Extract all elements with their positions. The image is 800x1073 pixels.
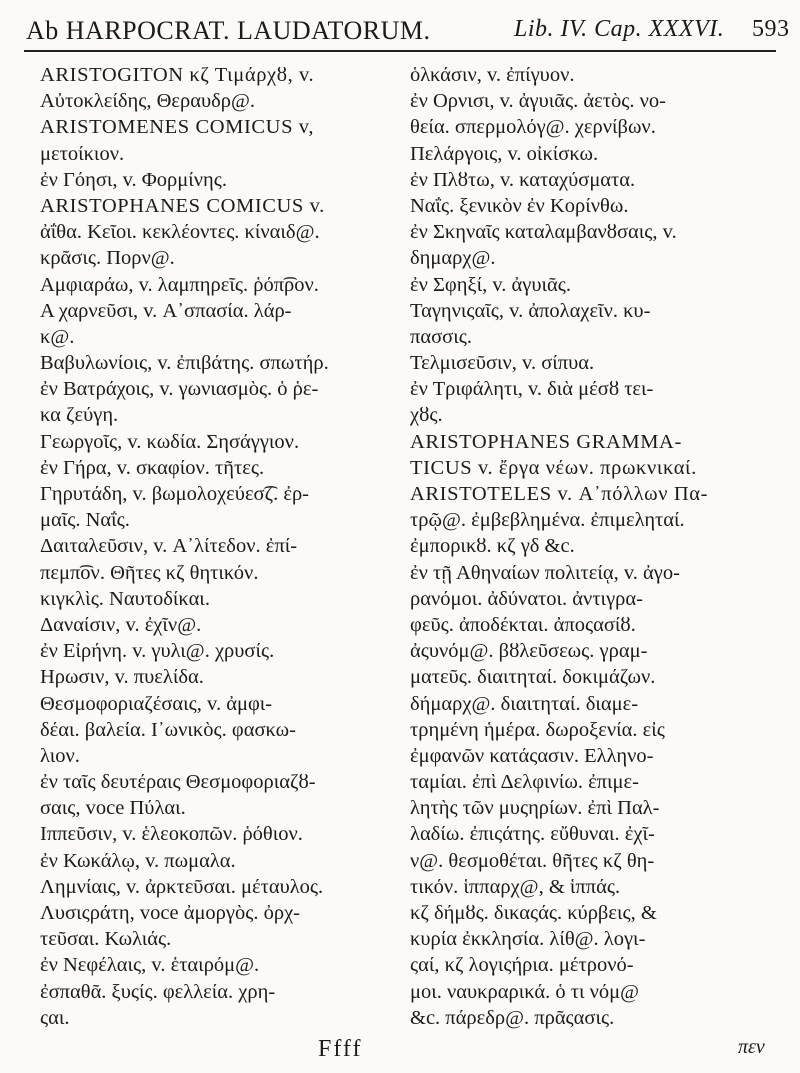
right-column-line: ταμίαι. ἐπὶ Δελφινίω. ἐπιμε-: [410, 771, 639, 794]
right-column-line: κυρία ἐκκλησία. λίθ@. λογι-: [410, 928, 646, 951]
left-column-line: τεῦσαι. Κωλιάς.: [40, 928, 172, 951]
right-column-line: ἀςυνόμ@. βȣλεῦσεως. γραμ-: [410, 640, 648, 663]
left-column-line: ἐν Κωκάλῳ, v. πωμαλα.: [40, 849, 236, 872]
left-column: [40, 62, 386, 1031]
left-column-line: κιγκλὶς. Ναυτοδίκαι.: [40, 587, 210, 610]
right-column-line: τρημένη ἡμέρα. δωροξενία. εἰς: [410, 718, 665, 741]
left-column-line: Γηρυτάδη, v. βωμολοχεύεσ͡ζ. ἐρ-: [40, 483, 310, 505]
right-column-line: ἐν τῇ Αθηναίων πολιτείᾳ, v. ἀγο-: [410, 561, 680, 584]
left-column-line: ἐν Γήρα, v. σκαφίον. τῆτες.: [40, 456, 265, 479]
left-column-line: Ιππεῦσιν, v. ἑλεοκοπῶν. ῥόθιον.: [40, 823, 303, 846]
left-column-line: πεμπ͡ον. Θῆτες κζ θητικόν.: [40, 561, 259, 584]
right-column-line: Τελμισεῦσιν, v. σίπυα.: [410, 352, 595, 375]
right-column-line: ςαί, κζ λογιςήρια. μέτρονό-: [410, 954, 634, 977]
right-column-line: ἐν Ορνισι, v. ἀγυιᾶς. ἀετὸς. νο-: [410, 90, 666, 113]
right-column-line: ἐν Σκηναῖς καταλαμβανȣσαις, v.: [410, 221, 677, 244]
left-column-line: ἐν ταῖς δευτέραις Θεσμοφοριαζȣ-: [40, 771, 316, 794]
left-column-line: ἐν Γόησι, v. Φορμίνης.: [40, 168, 228, 191]
left-column-line: Δαιταλεῦσιν, v. Α᾽λίτεδον. ἐπί-: [40, 535, 298, 558]
right-column-line: χȣς.: [410, 404, 443, 427]
left-column-line: κα ζεύγη.: [40, 404, 119, 427]
running-head-book-chapter: Lib. IV. Cap. XXXVI.: [514, 16, 725, 42]
catchword: πεν: [738, 1036, 765, 1058]
left-column-line: Αὐτοκλείδης, Θεραυδρ@.: [40, 90, 256, 113]
left-column-line: δέαι. βαλεία. Ι᾽ωνικὸς. φασκω-: [40, 718, 296, 741]
left-column-line: Θεσμοφοριαζέσαις, v. ἀμφι-: [40, 692, 273, 715]
left-column-line: σαις, voce Πύλαι.: [40, 797, 186, 820]
left-column-line: ἀΐθα. Κεῖοι. κεκλέοντες. κίναιδ@.: [40, 221, 320, 244]
right-column-line: δημαρχ@.: [410, 247, 496, 270]
right-column: [410, 62, 756, 1031]
right-column-line: &c. πάρεδρ@. πρᾶςασις.: [410, 1006, 615, 1029]
right-column-line: λαδίω. ἐπιςάτης. εὔθυναι. ἐχῖ-: [410, 823, 655, 846]
right-column-line: ἐμφανῶν κατάςασιν. Ελληνο-: [410, 744, 654, 767]
left-column-line: Λυσιςράτη, voce ἀμοργὸς. ὀρχ-: [40, 902, 300, 924]
signature-mark: Ffff: [318, 1036, 363, 1062]
left-column-line: μαῖς. Ναΐς.: [40, 509, 130, 532]
left-column-line: κ@.: [40, 325, 75, 348]
left-column-line: ARISTOMENES COMICUS v,: [40, 116, 315, 139]
left-column-line: ἐν Βατράχοις, v. γωνιασμὸς. ὁ ῥε-: [40, 378, 319, 401]
running-head: [22, 10, 792, 50]
right-column-line: ὁλκάσιν, v. ἐπίγυον.: [410, 64, 575, 86]
left-column-line: Α χαρνεῦσι, v. Α᾽σπασία. λάρ-: [40, 299, 292, 322]
right-column-line: τικόν. ἱππαρχ@, & ἱππάς.: [410, 875, 621, 898]
right-column-line: ἐμπορικȣ. κζ γδ &c.: [410, 535, 575, 558]
page-number: 593: [752, 16, 790, 42]
left-column-line: ARISTOPHANES COMICUS v.: [40, 194, 325, 217]
left-column-line: μετοίκιον.: [40, 142, 125, 165]
right-column-line: ν@. θεσμοθέται. θῆτες κζ θη-: [410, 849, 655, 872]
right-column-line: δήμαρχ@. διαιτηταί. διαμε-: [410, 692, 639, 715]
right-column-line: Ταγηνιςαῖς, v. ἀπολαχεῖν. κυ-: [410, 299, 651, 322]
left-column-line: ἐν Εἰρήνη. v. γυλι@. χρυσίς.: [40, 640, 275, 663]
left-column-line: Βαβυλωνίοις, v. ἐπιβάτης. σπωτήρ.: [40, 352, 329, 375]
header-rule: [24, 50, 776, 52]
left-column-line: Δαναίσιν, v. ἐχῖν@.: [40, 613, 202, 636]
right-column-line: θεία. σπερμολόγ@. χερνίβων.: [410, 116, 656, 139]
left-column-line: Αμφιαράω, v. λαμπηρεῖς. ῥόπ͡ρον.: [40, 273, 319, 296]
right-column-line: φεῦς. ἀποδέκται. ἀποςασίȣ.: [410, 613, 636, 636]
right-column-line: ἐν Σφηξί, v. ἀγυιᾶς.: [410, 273, 572, 296]
left-column-line: ἐν Νεφέλαις, v. ἑταιρόμ@.: [40, 954, 260, 977]
right-column-line: TICUS v. ἔργα νέων. πρωκνικαί.: [410, 456, 697, 479]
right-column-line: λητὴς τῶν μυςηρίων. ἐπὶ Παλ-: [410, 797, 660, 820]
running-head-title: Ab HARPOCRAT. LAUDATORUM.: [26, 16, 431, 45]
left-column-line: ςαι.: [40, 1006, 70, 1029]
left-column-line: κρᾶσις. Πορν@.: [40, 247, 175, 270]
left-column-line: Λημνίαις, v. ἀρκτεῦσαι. μέταυλος.: [40, 875, 324, 898]
right-column-line: ρανόμοι. ἀδύνατοι. ἀντιγρα-: [410, 587, 643, 610]
right-column-line: ARISTOTELES v. Α᾽πόλλων Πα-: [410, 483, 709, 505]
left-column-line: Γεωργοῖς, v. κωδία. Σησάγγιον.: [40, 430, 300, 453]
right-column-line: κζ δήμȣς. δικαςάς. κύρβεις, &: [410, 902, 657, 924]
right-column-line: Ναΐς. ξενικὸν ἐν Κορίνθω.: [410, 194, 629, 217]
right-column-line: ἐν Τριφάλητι, v. διὰ μέσȣ τει-: [410, 378, 654, 401]
left-column-line: ἐσπαθᾶ. ξυςίς. φελλεία. χρη-: [40, 980, 276, 1003]
right-column-line: ARISTOPHANES GRAMMA-: [410, 430, 682, 453]
left-column-line: ARISTOGITON κζ Τιμάρχȣ, v.: [40, 64, 315, 86]
right-column-line: ἐν Πλȣτω, v. καταχύσματα.: [410, 168, 636, 191]
left-column-line: Ηρωσιν, v. πυελίδα.: [40, 666, 204, 689]
right-column-line: πασσις.: [410, 325, 472, 348]
left-column-line: λιον.: [40, 744, 80, 767]
right-column-line: μοι. ναυκραρικά. ὁ τι νόμ@: [410, 980, 639, 1003]
right-column-line: ματεῦς. διαιτηταί. δοκιμάζων.: [410, 666, 656, 689]
right-column-line: Πελάργοις, v. οἰκίσκω.: [410, 142, 599, 165]
right-column-line: τρῷ@. ἐμβεβλημένα. ἐπιμεληταί.: [410, 509, 685, 532]
